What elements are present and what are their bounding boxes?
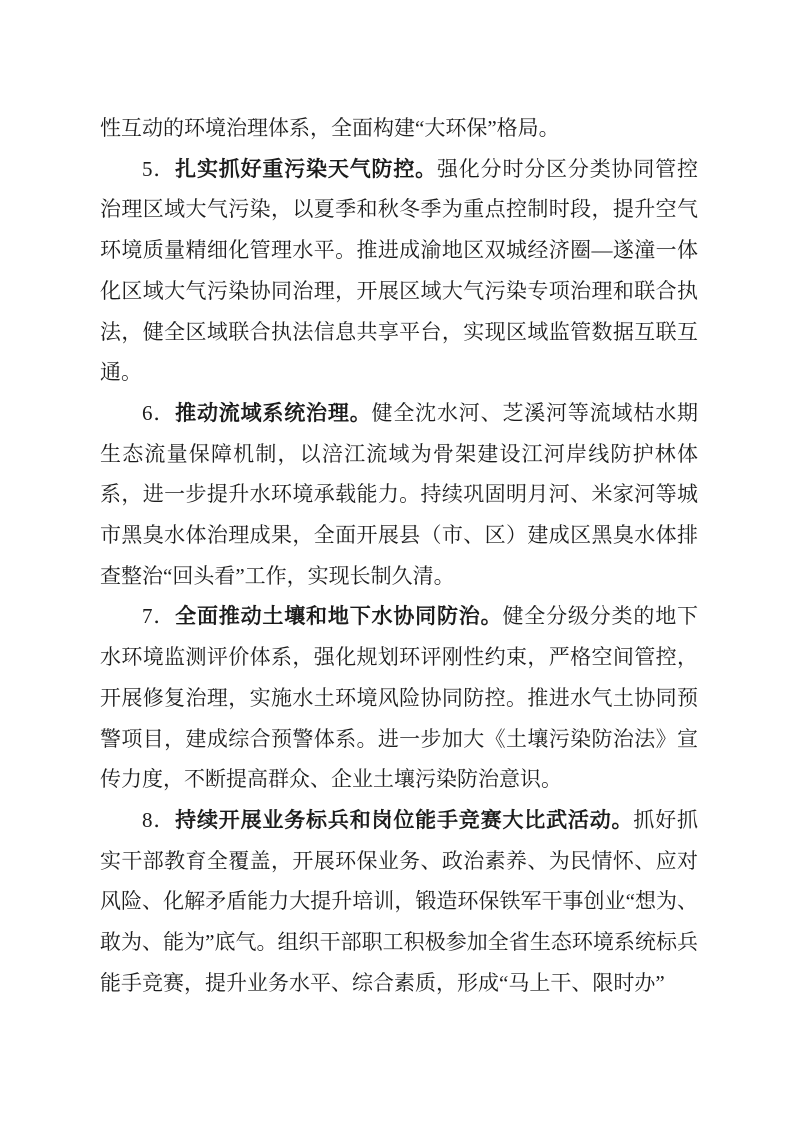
paragraph-body-text: 抓好抓实干部教育全覆盖，开展环保业务、政治素养、为民情怀、应对风险、化解矛盾能力大提升培训，锻造环保铁军干事创业“想为、敢为、能为”底气。组织干部职工积极参加全省生态环境系统标兵能手竞赛，提升业务水平、综合素质，形成“马上干、限时办” (100, 807, 698, 995)
numbered-paragraph (100, 800, 698, 1004)
paragraph-number: 6． (142, 400, 176, 425)
document-body (100, 108, 698, 1003)
paragraph-heading: 推动流域系统治理。 (175, 400, 372, 425)
paragraph-number: 8． (142, 807, 176, 832)
paragraph-heading: 持续开展业务标兵和岗位能手竞赛大比武活动。 (175, 807, 634, 832)
paragraph-continuation (100, 108, 698, 149)
numbered-paragraph (100, 596, 698, 800)
paragraph-body-text: 性互动的环境治理体系，全面构建“大环保”格局。 (100, 116, 560, 140)
numbered-paragraph (100, 393, 698, 597)
paragraph-body-text: 健全沈水河、芝溪河等流域枯水期生态流量保障机制，以涪江流域为骨架建设江河岸线防护林体系，进一步提升水环境承载能力。持续巩固明月河、米家河等城市黑臭水体治理成果，全面开展县（市、区）建成区黑臭水体排查整治“回头看”工作，实现长制久清。 (100, 400, 699, 588)
paragraph-number: 5． (142, 156, 176, 181)
paragraph-heading: 扎实抓好重污染天气防控。 (175, 156, 437, 181)
paragraph-body-text: 强化分时分区分类协同管控治理区域大气污染，以夏季和秋冬季为重点控制时段，提升空气环境质量精细化管理水平。推进成渝地区双城经济圈—遂潼一体化区域大气污染协同治理，开展区域大气污染专项治理和联合执法，健全区域联合执法信息共享平台，实现区域监管数据互联互通。 (100, 156, 699, 385)
paragraph-heading: 全面推动土壤和地下水协同防治。 (175, 604, 503, 629)
paragraph-body-text: 健全分级分类的地下水环境监测评价体系，强化规划环评刚性约束，严格空间管控，开展修复治理，实施水土环境风险协同防控。推进水气土协同预警项目，建成综合预警体系。进一步加大《土壤污染防治法》宣传力度，不断提高群众、企业土壤污染防治意识。 (100, 604, 699, 792)
paragraph-number: 7． (142, 604, 176, 629)
numbered-paragraph (100, 149, 698, 393)
